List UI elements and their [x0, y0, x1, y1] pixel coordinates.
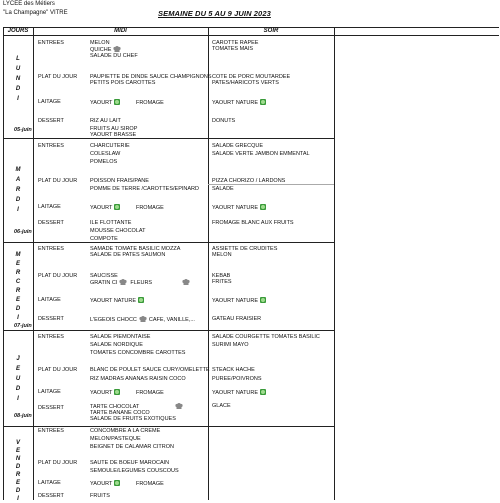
day-date: 08-juin — [14, 413, 32, 419]
category-plat: PLAT DU JOUR — [38, 367, 78, 373]
category-laitage: LAITAGE — [38, 297, 61, 303]
soir-plat: STEACK HACHE PUREE/POIVRONS — [212, 367, 262, 382]
category-dessert: DESSERT — [38, 316, 64, 322]
midi-laitage: YAOURT FROMAGE — [90, 100, 164, 106]
table-left-border — [3, 27, 4, 500]
day-separator — [3, 426, 335, 427]
day-name-lundi: L U N D I — [15, 56, 21, 102]
day-date: 07-juin — [14, 323, 32, 329]
midi-plat: SAUTE DE BOEUF MAROCAIN SEMOULE/LEGUMES COUSCOUS — [90, 460, 179, 474]
header-bottom-border — [3, 35, 499, 36]
day-name-mardi: M A R D I — [15, 167, 21, 213]
category-entrees: ENTREES — [38, 334, 64, 340]
category-dessert: DESSERT — [38, 405, 64, 411]
chef-hat-icon — [182, 279, 190, 285]
organic-label-icon — [114, 204, 120, 210]
day-name-jeudi: J E U D I — [15, 356, 21, 402]
category-dessert: DESSERT — [38, 220, 64, 226]
soir-laitage: YAOURT NATURE — [212, 99, 266, 106]
category-entrees: ENTREES — [38, 428, 64, 434]
menu-title: SEMAINE DU 5 AU 9 JUIN 2023 — [158, 9, 271, 18]
soir-laitage: YAOURT NATURE — [212, 204, 266, 211]
organic-label-icon — [260, 389, 266, 395]
chef-hat-icon — [119, 279, 127, 285]
midi-entrees: CONCOMBRE A LA CREME MELON/PASTEQUE BEIGNET DE CALAMAR CITRON — [90, 428, 174, 450]
soir-entrees: ASSIETTE DE CRUDITES MELON — [212, 246, 278, 258]
midi-plat: POISSON FRAIS/PANE POMME DE TERRE /CAROTTES/EPINARD — [90, 178, 199, 192]
soir-entrees: SALADE GRECQUE SALADE VERTE JAMBON EMMENTAL — [212, 143, 310, 157]
midi-entrees: CHARCUTERIE COLESLAW POMELOS — [90, 143, 130, 165]
midi-dessert: FRUITS — [90, 493, 110, 499]
day-name-mercredi: M E R C R E D I — [15, 252, 21, 321]
midi-entrees: SALADE PIEMONTAISE SALADE NORDIQUE TOMATES CONCOMBRE CAROTTES — [90, 334, 186, 356]
school-name: LYCEE des Métiers — [3, 1, 55, 7]
organic-label-icon — [260, 99, 266, 105]
category-plat: PLAT DU JOUR — [38, 460, 78, 466]
organic-label-icon — [138, 297, 144, 303]
soir-dessert: GATEAU FRAISIER — [212, 316, 262, 322]
organic-label-icon — [114, 99, 120, 105]
midi-dessert: ILE FLOTTANTE MOUSSE CHOCOLAT COMPOTE — [90, 220, 146, 242]
chef-hat-icon — [139, 316, 147, 322]
midi-plat: BLANC DE POULET SAUCE CURY/OMELETTE RIZ MADRAS ANANAS RAISIN COCO — [90, 367, 210, 382]
midi-header: MIDI — [114, 28, 127, 34]
soir-entrees: CAROTTE RAPEE TOMATES MAIS — [212, 40, 259, 52]
soir-entrees: SALADE COURGETTE TOMATES BASILIC SURIMI MAYO — [212, 334, 320, 348]
chef-hat-icon — [113, 46, 121, 52]
midi-laitage: YAOURT FROMAGE — [90, 390, 164, 396]
jours-header: JOURS — [7, 28, 29, 34]
midi-plat: PAUPIETTE DE DINDE SAUCE CHAMPIGNONS PETITS POIS CAROTTES — [90, 74, 212, 86]
soir-header: SOIR — [263, 28, 279, 34]
soir-dessert: DONUTS — [212, 118, 236, 124]
soir-dessert: GLACE — [212, 403, 231, 409]
soir-dessert: FROMAGE BLANC AUX FRUITS — [212, 220, 294, 226]
midi-laitage: YAOURT NATURE — [90, 297, 144, 304]
day-separator — [3, 242, 335, 243]
midi-col-border — [208, 27, 209, 500]
category-plat: PLAT DU JOUR — [38, 74, 78, 80]
category-plat: PLAT DU JOUR — [38, 178, 78, 184]
soir-plat: COTE DE PORC MOUTARDEE PATES/HARICOTS VERTS — [212, 74, 291, 86]
midi-entrees: MELON QUICHE SALADE DU CHEF — [90, 40, 138, 59]
midi-laitage: YAOURT FROMAGE — [90, 481, 164, 487]
day-name-vendredi: V E N D R E D I — [15, 440, 21, 502]
soir-laitage: YAOURT NATURE — [212, 297, 266, 304]
category-laitage: LAITAGE — [38, 480, 61, 486]
menu-table — [3, 27, 499, 500]
chef-hat-icon — [175, 403, 183, 409]
soir-laitage: YAOURT NATURE — [212, 389, 266, 396]
day-separator — [3, 138, 335, 139]
organic-label-icon — [260, 297, 266, 303]
category-plat: PLAT DU JOUR — [38, 273, 78, 279]
day-date: 06-juin — [14, 229, 32, 235]
soir-plat: KEBAB FRITES — [212, 273, 232, 285]
soir-plat: PIZZA CHORIZO / LARDONS SALADE — [212, 178, 286, 192]
day-date: 05-juin — [14, 127, 32, 133]
midi-dessert: L'EGEOIS CHOCC CAFE, VANILLE,... — [90, 317, 195, 323]
category-laitage: LAITAGE — [38, 99, 61, 105]
category-dessert: DESSERT — [38, 493, 64, 499]
midi-dessert: RIZ AU LAIT FRUITS AU SIROP YAOURT BRASSE — [90, 118, 138, 138]
category-laitage: LAITAGE — [38, 389, 61, 395]
category-dessert: DESSERT — [38, 118, 64, 124]
day-separator — [3, 330, 335, 331]
category-entrees: ENTREES — [38, 143, 64, 149]
organic-label-icon — [260, 204, 266, 210]
midi-laitage: YAOURT FROMAGE — [90, 205, 164, 211]
midi-entrees: SAMADE TOMATE BASILIC MOZZA SALADE DE PATES SAUMON — [90, 246, 181, 258]
jours-col-border — [33, 27, 34, 500]
organic-label-icon — [114, 480, 120, 486]
soir-col-border — [334, 27, 335, 500]
school-location: "La Champagne" VITRE — [3, 10, 68, 16]
category-laitage: LAITAGE — [38, 204, 61, 210]
organic-label-icon — [114, 389, 120, 395]
category-entrees: ENTREES — [38, 40, 64, 46]
category-entrees: ENTREES — [38, 246, 64, 252]
midi-plat: SAUCISSE GRATIN CI FLEURS — [90, 273, 190, 286]
midi-dessert: TARTE CHOCOLAT TARTE BANANE COCO SALADE DE FRUITS EXOTIQUES — [90, 403, 183, 422]
